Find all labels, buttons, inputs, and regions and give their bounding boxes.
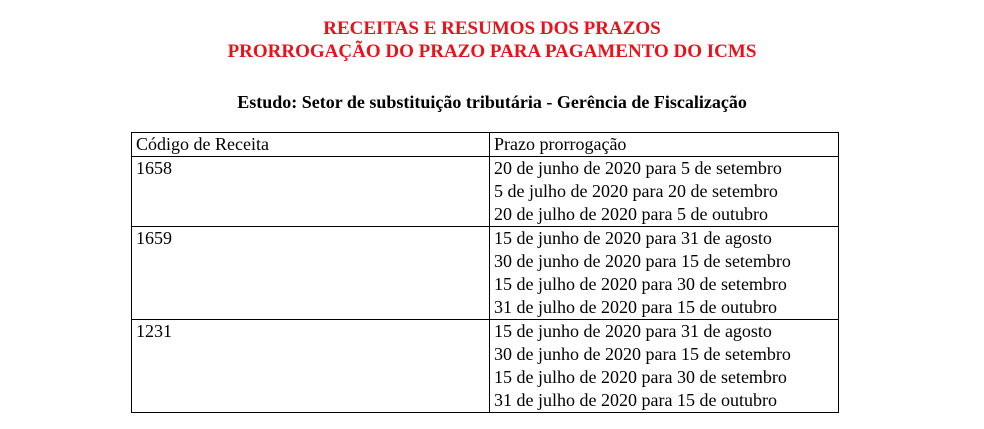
prazo-line: 31 de julho de 2020 para 15 de outubro xyxy=(494,297,777,317)
prazo-line: 15 de julho de 2020 para 30 de setembro xyxy=(494,274,787,294)
prazo-line: 15 de junho de 2020 para 31 de agosto xyxy=(494,228,772,248)
prazo-line: 5 de julho de 2020 para 20 de setembro xyxy=(494,181,778,201)
prazo-line: 30 de junho de 2020 para 15 de setembro xyxy=(494,251,791,271)
receitas-table xyxy=(131,132,839,413)
prazo-cell xyxy=(490,227,839,320)
table-header-row xyxy=(132,133,839,157)
prazo-line: 20 de junho de 2020 para 5 de setembro xyxy=(494,158,782,178)
prazo-line: 15 de junho de 2020 para 31 de agosto xyxy=(494,321,772,341)
table-row xyxy=(132,157,839,227)
prazo-cell xyxy=(490,320,839,413)
prazo-cell xyxy=(490,157,839,227)
header-cell-codigo: Código de Receita xyxy=(132,133,490,157)
document-title-line-1: RECEITAS E RESUMOS DOS PRAZOS xyxy=(323,18,661,39)
prazo-line: 31 de julho de 2020 para 15 de outubro xyxy=(494,390,777,410)
document-title-line-2: PRORROGAÇÃO DO PRAZO PARA PAGAMENTO DO ICMS xyxy=(227,41,757,62)
prazo-line: 15 de julho de 2020 para 30 de setembro xyxy=(494,367,787,387)
document-subtitle: Estudo: Setor de substituição tributária - Gerência de Fiscalização xyxy=(237,92,747,112)
prazo-line: 20 de julho de 2020 para 5 de outubro xyxy=(494,204,768,224)
prazo-line: 30 de junho de 2020 para 15 de setembro xyxy=(494,344,791,364)
code-cell: 1659 xyxy=(132,227,490,320)
header-cell-prazo: Prazo prorrogação xyxy=(490,133,839,157)
table-row xyxy=(132,227,839,320)
code-cell: 1231 xyxy=(132,320,490,413)
table-row xyxy=(132,320,839,413)
code-cell: 1658 xyxy=(132,157,490,227)
